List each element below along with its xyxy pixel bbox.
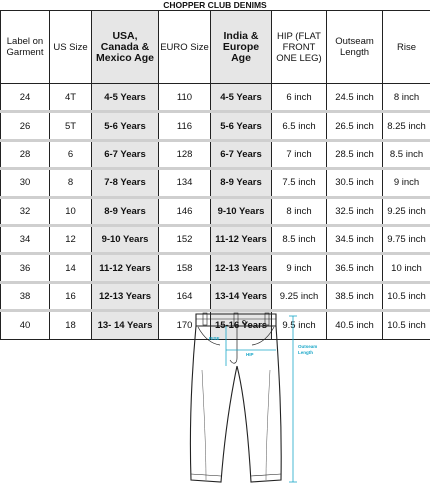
cell-hip: 7 inch (272, 140, 327, 168)
cell-hip: 8.5 inch (272, 225, 327, 253)
cell-usa-age: 9-10 Years (92, 225, 159, 253)
cell-euro-size: 116 (159, 112, 211, 140)
cell-usa-age: 12-13 Years (92, 282, 159, 310)
cell-hip: 6.5 inch (272, 112, 327, 140)
table-row (1, 84, 430, 112)
cell-label: 28 (1, 140, 50, 168)
outseam-label-line2: Length (298, 350, 313, 355)
cell-label: 36 (1, 254, 50, 282)
cell-india-age: 5-6 Years (211, 112, 272, 140)
cell-usa-age: 5-6 Years (92, 112, 159, 140)
cell-rise: 8.25 inch (383, 112, 430, 140)
cell-usa-age: 4-5 Years (92, 84, 159, 112)
cell-rise: 8 inch (383, 84, 430, 112)
cell-hip: 7.5 inch (272, 169, 327, 197)
table-row (1, 140, 430, 168)
cell-outseam: 34.5 inch (327, 225, 383, 253)
cell-euro-size: 134 (159, 169, 211, 197)
table-row (1, 282, 430, 310)
cell-india-age: 13-14 Years (211, 282, 272, 310)
cell-usa-age: 6-7 Years (92, 140, 159, 168)
size-chart-table (0, 10, 430, 340)
hip-label: HIP (246, 352, 254, 357)
table-body (1, 84, 430, 340)
table-row (1, 197, 430, 225)
cell-euro-size: 146 (159, 197, 211, 225)
table-row (1, 169, 430, 197)
cell-us-size: 18 (50, 311, 92, 339)
cell-rise: 8.5 inch (383, 140, 430, 168)
cell-outseam: 32.5 inch (327, 197, 383, 225)
outseam-label-line1: Outseam (298, 344, 318, 349)
column-header-us-size: US Size (50, 11, 92, 84)
cell-euro-size: 164 (159, 282, 211, 310)
column-header-india-age: India & Europe Age (211, 11, 272, 84)
cell-outseam: 24.5 inch (327, 84, 383, 112)
cell-india-age: 15-16 Years (211, 311, 272, 339)
cell-hip: 9 inch (272, 254, 327, 282)
cell-usa-age: 7-8 Years (92, 169, 159, 197)
column-header-hip: HIP (FLAT FRONT ONE LEG) (272, 11, 327, 84)
cell-outseam: 26.5 inch (327, 112, 383, 140)
column-header-label: Label on Garment (1, 11, 50, 84)
cell-euro-size: 152 (159, 225, 211, 253)
cell-outseam: 40.5 inch (327, 311, 383, 339)
cell-label: 34 (1, 225, 50, 253)
cell-us-size: 8 (50, 169, 92, 197)
cell-us-size: 12 (50, 225, 92, 253)
cell-us-size: 16 (50, 282, 92, 310)
cell-rise: 10.5 inch (383, 282, 430, 310)
cell-outseam: 36.5 inch (327, 254, 383, 282)
cell-label: 30 (1, 169, 50, 197)
cell-us-size: 5T (50, 112, 92, 140)
cell-label: 26 (1, 112, 50, 140)
table-row (1, 225, 430, 253)
cell-usa-age: 11-12 Years (92, 254, 159, 282)
column-header-outseam: Outseam Length (327, 11, 383, 84)
rise-label: RISE (209, 336, 220, 341)
cell-label: 32 (1, 197, 50, 225)
chart-title: CHOPPER CLUB DENIMS (163, 0, 267, 10)
cell-hip: 9.25 inch (272, 282, 327, 310)
cell-hip: 6 inch (272, 84, 327, 112)
cell-hip: 9.5 inch (272, 311, 327, 339)
cell-euro-size: 128 (159, 140, 211, 168)
cell-us-size: 14 (50, 254, 92, 282)
cell-label: 38 (1, 282, 50, 310)
table-row (1, 254, 430, 282)
cell-hip: 8 inch (272, 197, 327, 225)
cell-india-age: 4-5 Years (211, 84, 272, 112)
cell-india-age: 6-7 Years (211, 140, 272, 168)
column-header-rise: Rise (383, 11, 430, 84)
table-row (1, 112, 430, 140)
cell-us-size: 6 (50, 140, 92, 168)
cell-india-age: 8-9 Years (211, 169, 272, 197)
cell-euro-size: 158 (159, 254, 211, 282)
cell-india-age: 9-10 Years (211, 197, 272, 225)
jeans-outline (190, 313, 281, 482)
cell-india-age: 12-13 Years (211, 254, 272, 282)
cell-label: 24 (1, 84, 50, 112)
cell-outseam: 28.5 inch (327, 140, 383, 168)
cell-rise: 10.5 inch (383, 311, 430, 339)
cell-us-size: 4T (50, 84, 92, 112)
cell-euro-size: 170 (159, 311, 211, 339)
cell-euro-size: 110 (159, 84, 211, 112)
column-header-usa-age: USA, Canada & Mexico Age (92, 11, 159, 84)
table-header-row (1, 11, 430, 84)
cell-outseam: 38.5 inch (327, 282, 383, 310)
cell-label: 40 (1, 311, 50, 339)
cell-outseam: 30.5 inch (327, 169, 383, 197)
cell-rise: 9.25 inch (383, 197, 430, 225)
jeans-diagram (0, 310, 430, 495)
cell-usa-age: 13- 14 Years (92, 311, 159, 339)
cell-india-age: 11-12 Years (211, 225, 272, 253)
cell-usa-age: 8-9 Years (92, 197, 159, 225)
column-header-euro-size: EURO Size (159, 11, 211, 84)
cell-rise: 9 inch (383, 169, 430, 197)
cell-us-size: 10 (50, 197, 92, 225)
cell-rise: 9.75 inch (383, 225, 430, 253)
cell-rise: 10 inch (383, 254, 430, 282)
